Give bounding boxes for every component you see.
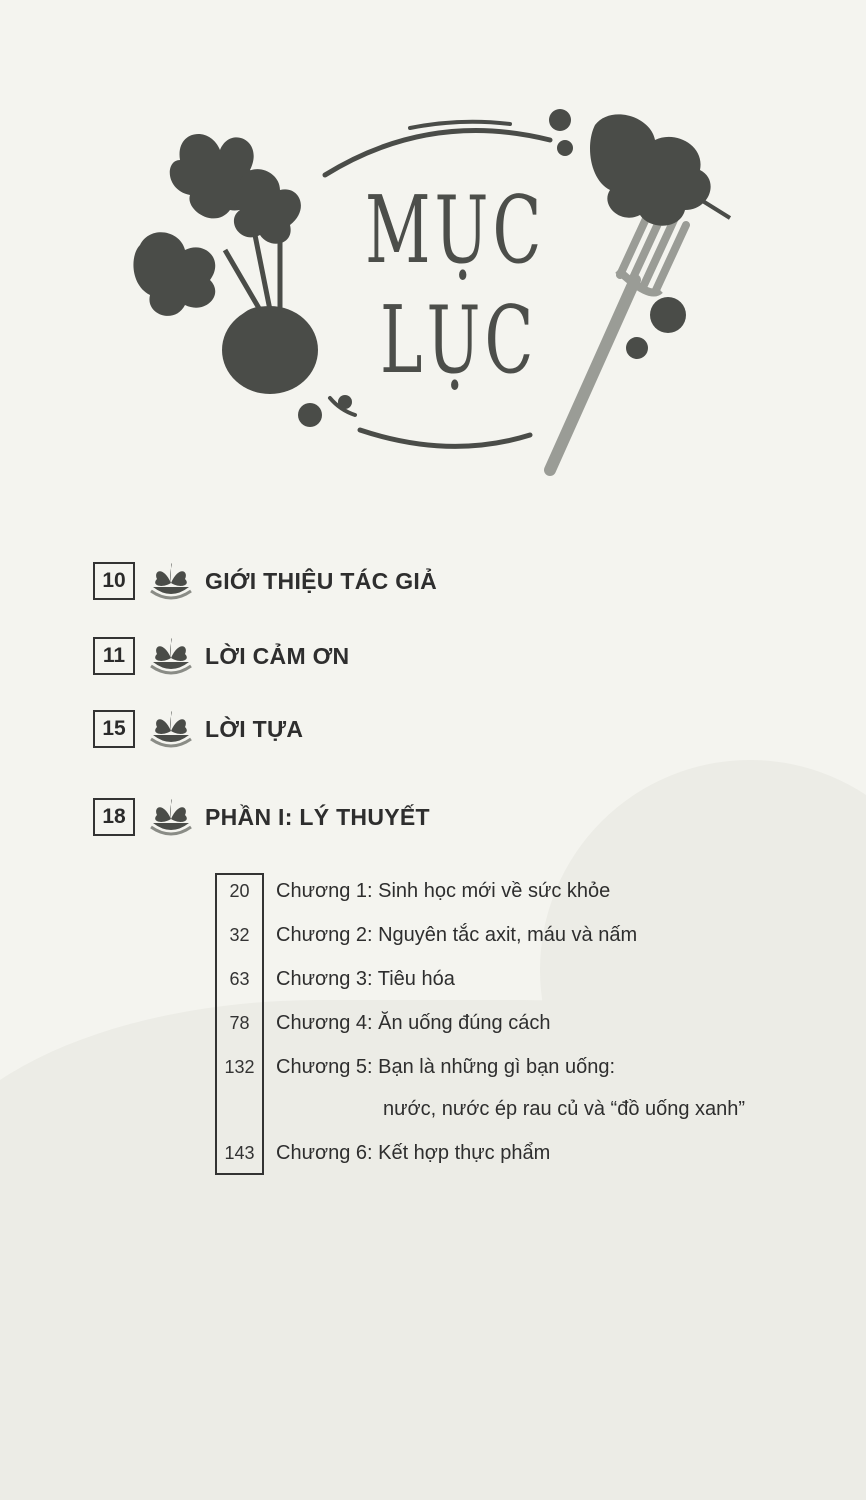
section-title: PHẦN I: LÝ THUYẾT [205, 803, 430, 830]
section-title: LỜI CẢM ƠN [205, 642, 350, 669]
chapter-page-number: 78 [229, 1013, 250, 1033]
chapter-page-number: 63 [229, 969, 250, 989]
title-arc-bottom [360, 430, 530, 446]
sprout-icon [149, 561, 193, 601]
beet-plant-icon [133, 134, 318, 394]
toc-section[interactable] [93, 797, 430, 837]
chapter-title-continuation: nước, nước ép rau củ và “đồ uống xanh” [383, 1098, 746, 1120]
chapter-page-number: 32 [229, 925, 250, 945]
chapter-title: Chương 2: Nguyên tắc axit, máu và nấm [276, 924, 638, 946]
title-dot [298, 403, 322, 427]
chapter-entry[interactable] [215, 1056, 615, 1079]
chapter-page-number: 143 [224, 1143, 255, 1163]
chapter-page-number: 132 [224, 1057, 255, 1077]
title-dot [626, 337, 648, 359]
leaf-icon [590, 114, 730, 225]
section-page-number: 15 [93, 710, 135, 748]
section-page-number: 18 [93, 798, 135, 836]
toc-section[interactable] [93, 709, 303, 749]
chapter-title: Chương 6: Kết hợp thực phẩm [276, 1142, 551, 1164]
toc-section[interactable] [93, 561, 437, 601]
title-arc-top [325, 131, 550, 175]
chapter-page-number: 20 [229, 881, 250, 901]
chapter-entry[interactable] [215, 880, 610, 903]
chapter-title: Chương 1: Sinh học mới về sức khỏe [276, 880, 611, 902]
chapter-entry[interactable] [215, 924, 637, 947]
sprout-icon [149, 797, 193, 837]
title-dot [338, 395, 352, 409]
chapter-entry[interactable] [215, 1012, 550, 1035]
page-title-line2: LỤC [380, 288, 538, 396]
title-dot [650, 297, 686, 333]
section-page-number: 10 [93, 562, 135, 600]
sprout-icon [149, 636, 193, 676]
fork-icon [550, 210, 686, 470]
toc-section[interactable] [93, 636, 349, 676]
chapter-title: Chương 4: Ăn uống đúng cách [276, 1012, 551, 1034]
chapter-entry[interactable] [215, 1142, 550, 1165]
sprout-icon [149, 709, 193, 749]
chapter-title: Chương 5: Bạn là những gì bạn uống: [276, 1056, 616, 1078]
page-title-line1: MỤC [365, 178, 546, 286]
section-page-number: 11 [93, 637, 135, 675]
section-title: GIỚI THIỆU TÁC GIẢ [205, 567, 438, 594]
title-arc-top-short [410, 122, 510, 128]
section-title: LỜI TỰA [205, 715, 304, 742]
title-dot [557, 140, 573, 156]
title-dot [549, 109, 571, 131]
chapter-entry[interactable] [215, 968, 455, 991]
chapter-title: Chương 3: Tiêu hóa [276, 968, 455, 990]
